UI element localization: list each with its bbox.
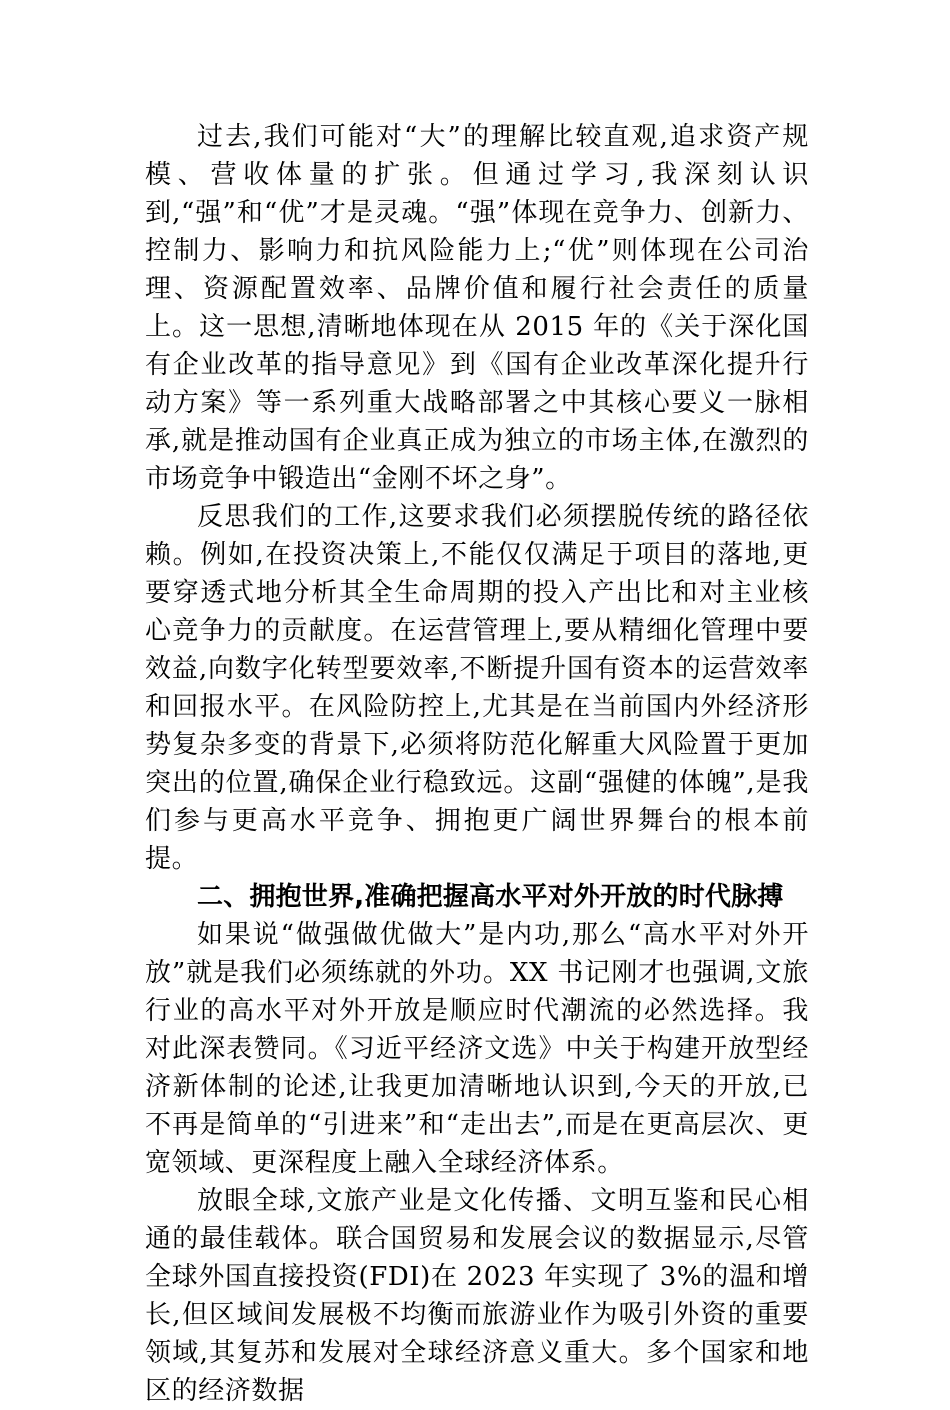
paragraph-reflection: 反思我们的工作,这要求我们必须摆脱传统的路径依赖。例如,在投资决策上,不能仅仅满足于项目的落地,更要穿透式地分析其全生命周期的投入产出比和对主业核心竞争力的贡献度。在运营管理上,要从精细化管理中要效益,向数字化转型要效率,不断提升国有资本的运营效率和回报水平。在风险防控上,尤其是在当前国内外经济形势复杂多变的背景下,必须将防范化解重大风险置于更加突出的位置,确保企业行稳致远。这副“强健的体魄”,是我们参与更高水平竞争、拥抱更广阔世界舞台的根本前提。 <box>145 502 809 874</box>
paragraph-opening-up: 如果说“做强做优做大”是内功,那么“高水平对外开放”就是我们必须练就的外功。XX 书记刚才也强调,文旅行业的高水平对外开放是顺应时代潮流的必然选择。我对此深表赞同。《习近平经济文选》中关于构建开放型经济新体制的论述,让我更加清晰地认识到,今天的开放,已不再是简单的“引进来”和“走出去”,而是在更高层次、更宽领域、更深程度上融入全球经济体系。 <box>145 920 809 1178</box>
section-heading: 二、拥抱世界,准确把握高水平对外开放的时代脉搏 <box>197 882 784 912</box>
paragraph-strong-and-excellent: 过去,我们可能对“大”的理解比较直观,追求资产规模、营收体量的扩张。但通过学习,我深刻认识到,“强”和“优”才是灵魂。“强”体现在竞争力、创新力、控制力、影响力和抗风险能力上;“优”则体现在公司治理、资源配置效率、品牌价值和履行社会责任的质量上。这一思想,清晰地体现在从 2015 年的《关于深化国有企业改革的指导意见》到《国有企业改革深化提升行动方案》等一系列重大战略部署之中其核心要义一脉相承,就是推动国有企业真正成为独立的市场主体,在激烈的市场竞争中锻造出“金刚不坏之身”。 <box>145 122 809 494</box>
document-page <box>145 118 809 1410</box>
paragraph-global-tourism: 放眼全球,文旅产业是文化传播、文明互鉴和民心相通的最佳载体。联合国贸易和发展会议的数据显示,尽管全球外国直接投资(FDI)在 2023 年实现了 3%的温和增长,但区域间发展极不均衡而旅游业作为吸引外资的重要领域,其复苏和发展对全球经济意义重大。多个国家和地区的经济数据 <box>145 1186 809 1406</box>
